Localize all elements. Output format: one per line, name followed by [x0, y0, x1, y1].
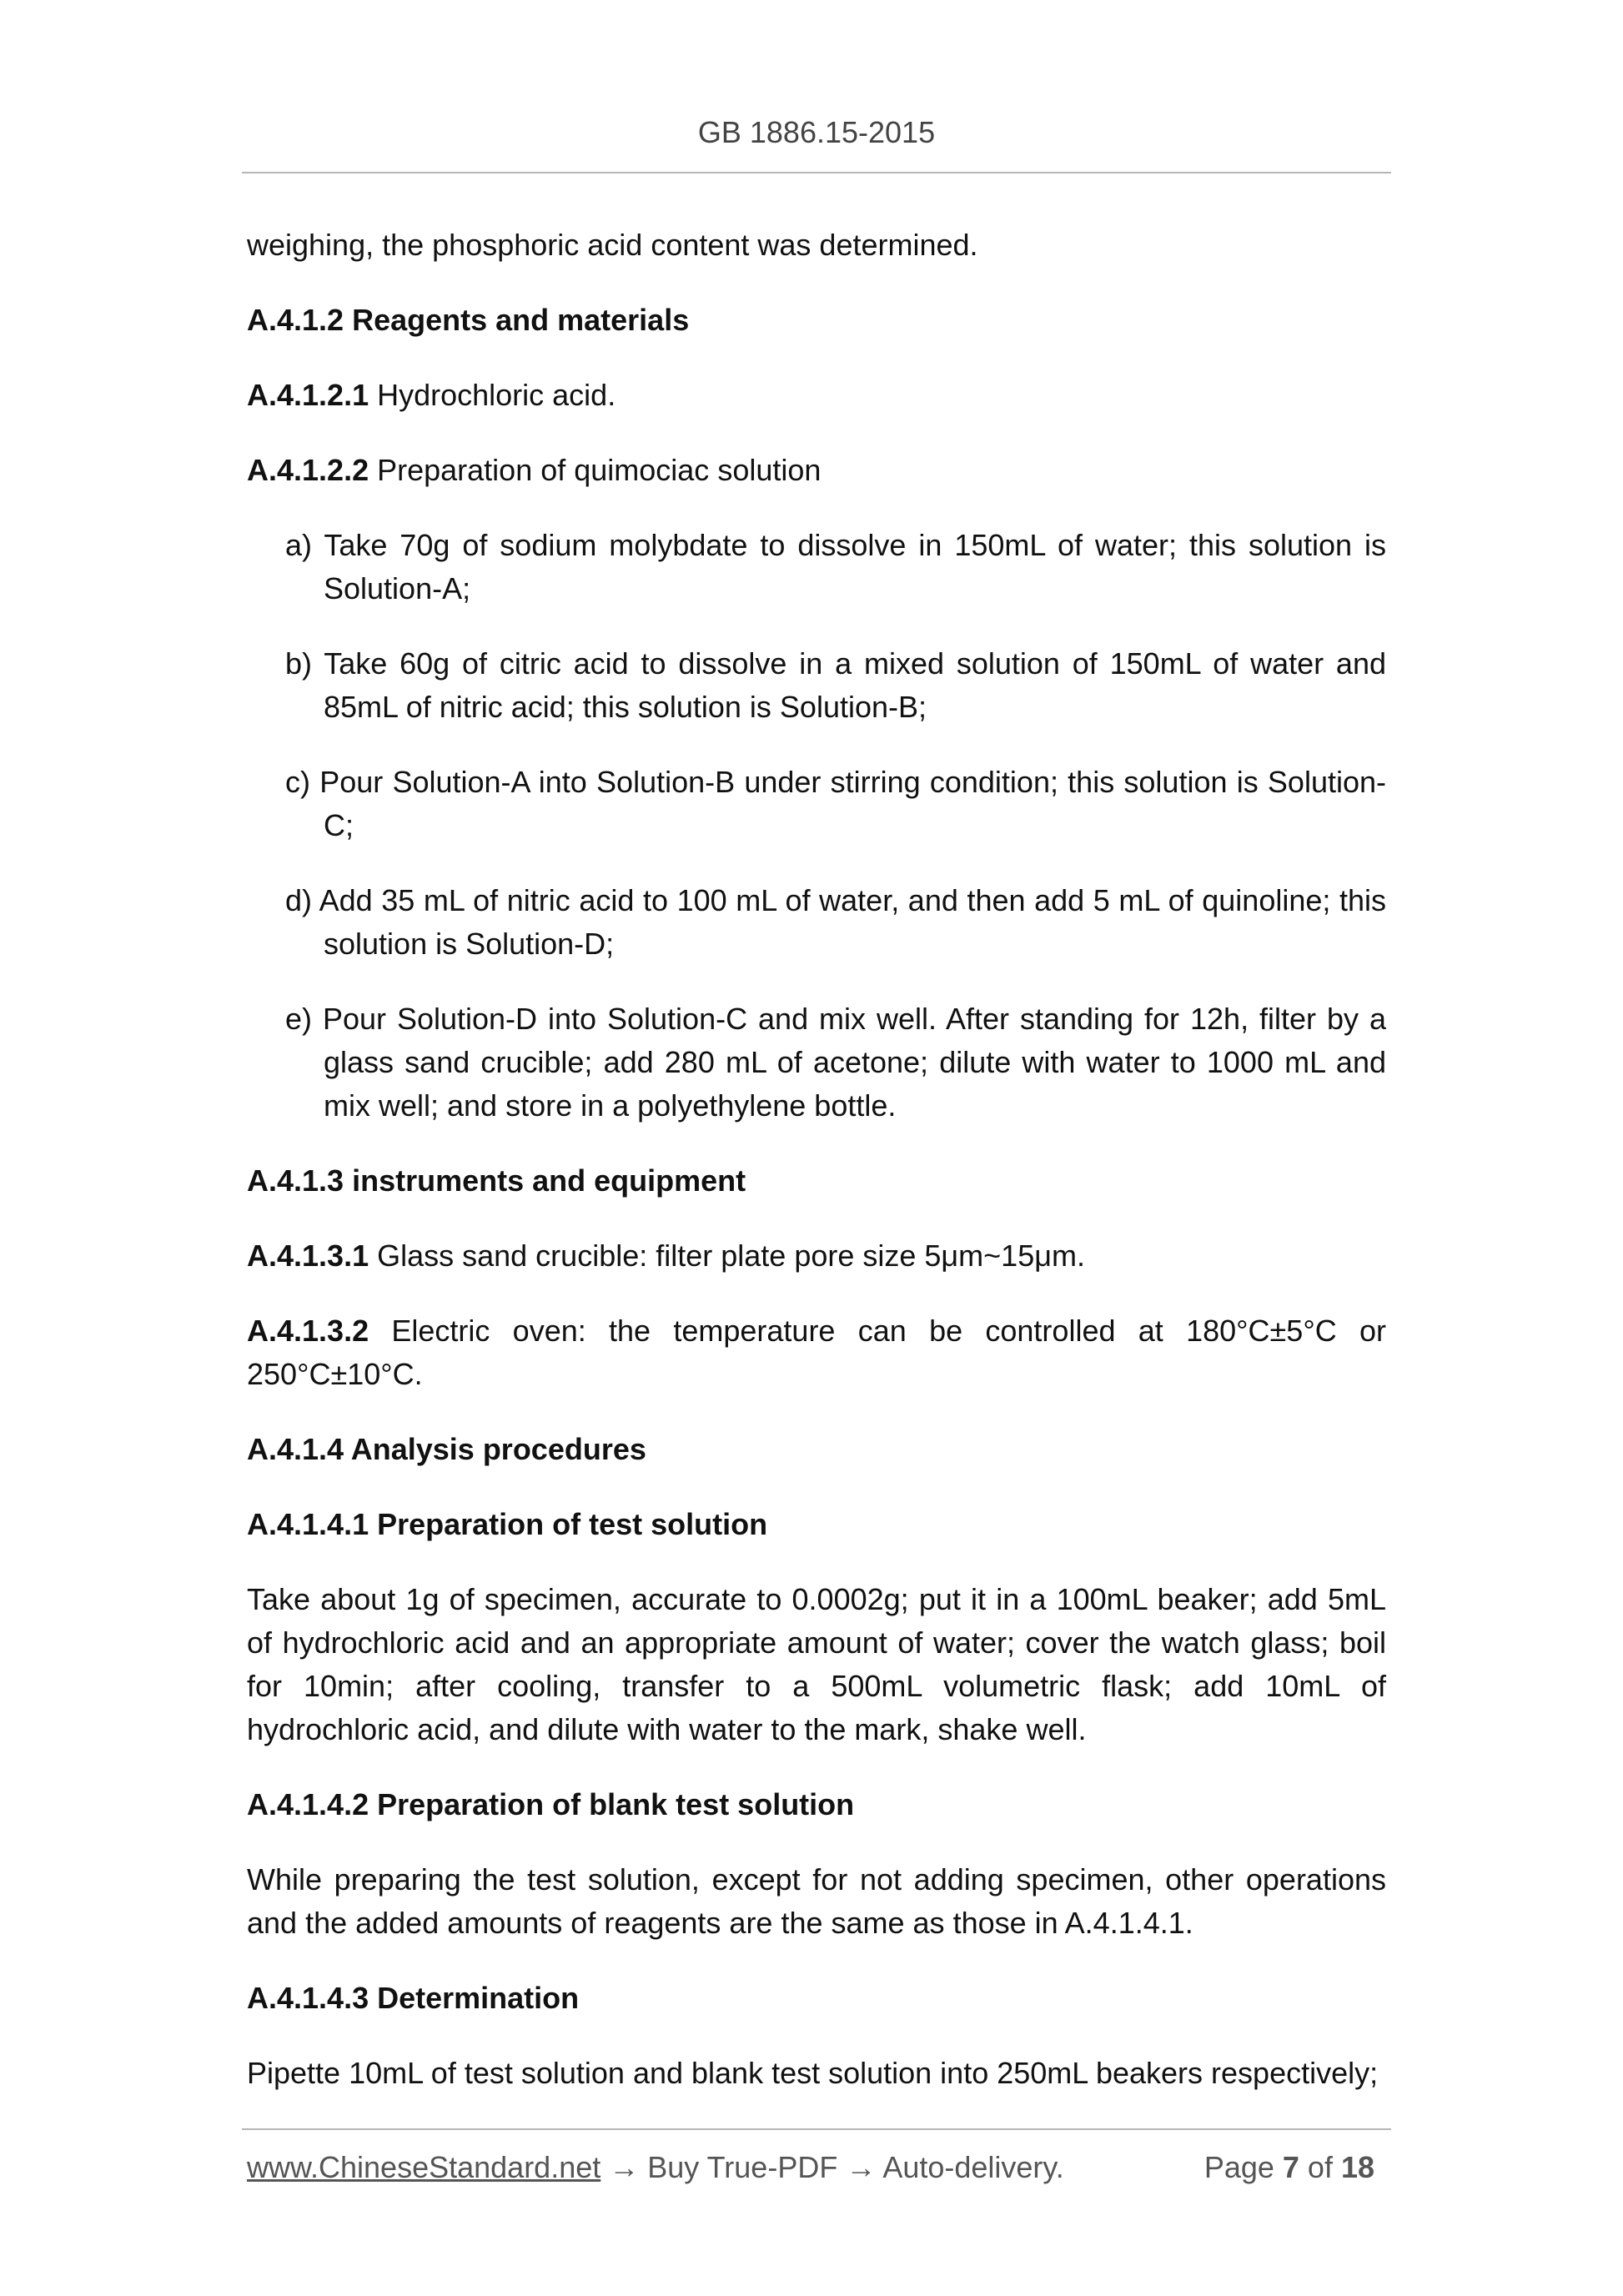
paragraph-test-solution: Take about 1g of specimen, accurate to 0.0002g; put it in a 100mL beaker; add 5mL of hydrochloric acid and an appropriate amount of water; cover the watch glass; boil for 10min; after cooling, transfer to a 500mL volumetric flask; add 10mL of hydrochloric acid, and dilute with water to the mark, shake well. [247, 1582, 1386, 1746]
heading-analysis: A.4.1.4 Analysis procedures [247, 1432, 646, 1466]
heading-blank-solution: A.4.1.4.2 Preparation of blank test solution [247, 1787, 855, 1821]
page-indicator [1204, 2150, 1374, 2185]
list-item-b: b) Take 60g of citric acid to dissolve in a mixed solution of 150mL of water and 85mL of nitric acid; this solution is Solution-B; [285, 646, 1386, 724]
page-total: 18 [1340, 2150, 1374, 2184]
clause-text: Glass sand crucible: filter plate pore size 5μm~15μm. [369, 1238, 1085, 1273]
clause-text: Electric oven: the temperature can be controlled at 180°C±5°C or 250°C±10°C. [247, 1314, 1386, 1391]
paragraph-determination: Pipette 10mL of test solution and blank test solution into 250mL beakers respectively; [247, 2056, 1379, 2090]
clause-number: A.4.1.2.1 [247, 378, 369, 412]
paragraph-intro: weighing, the phosphoric acid content was determined. [247, 228, 978, 262]
footer-divider [242, 2128, 1391, 2130]
page-word: Page [1203, 2150, 1283, 2184]
heading-reagents: A.4.1.2 Reagents and materials [247, 303, 690, 337]
document-body [247, 224, 1386, 2127]
clause-text: Hydrochloric acid. [369, 378, 616, 412]
heading-test-solution: A.4.1.4.1 Preparation of test solution [247, 1507, 768, 1541]
header-divider [242, 172, 1391, 173]
page-of: of [1299, 2150, 1341, 2184]
clause-text: Preparation of quimociac solution [369, 453, 822, 487]
list-item-d: d) Add 35 mL of nitric acid to 100 mL of water, and then add 5 mL of quinoline; this solution is Solution-D; [285, 883, 1386, 961]
paragraph-blank-solution: While preparing the test solution, except for not adding specimen, other operations and the added amounts of reagents are the same as those in A.4.1.4.1. [247, 1862, 1386, 1940]
heading-determination: A.4.1.4.3 Determination [247, 1981, 580, 2015]
clause-quimociac [247, 449, 1386, 492]
clause-number: A.4.1.3.2 [247, 1314, 369, 1348]
clause-hydrochloric-acid [247, 374, 1386, 417]
clause-glass-crucible [247, 1234, 1386, 1278]
list-item-c: c) Pour Solution-A into Solution-B under stirring condition; this solution is Solution-C; [285, 765, 1386, 842]
page-current: 7 [1282, 2150, 1299, 2184]
clause-electric-oven [247, 1309, 1386, 1396]
standard-id: GB 1886.15-2015 [697, 115, 936, 149]
clause-number: A.4.1.2.2 [247, 453, 369, 487]
list-item-a: a) Take 70g of sodium molybdate to dissolve in 150mL of water; this solution is Solution-A; [285, 528, 1386, 605]
website-link[interactable]: www.ChineseStandard.net [247, 2150, 601, 2184]
clause-number: A.4.1.3.1 [247, 1238, 369, 1273]
footer-promo [247, 2150, 1064, 2185]
footer-tagline: → Buy True-PDF → Auto-delivery. [600, 2150, 1064, 2184]
heading-instruments: A.4.1.3 instruments and equipment [247, 1163, 746, 1198]
list-item-e: e) Pour Solution-D into Solution-C and mix well. After standing for 12h, filter by a glass sand crucible; add 280 mL of acetone; dilute with water to 1000 mL and mix well; and store in a polyethylene bottle. [285, 1002, 1386, 1123]
document-header [242, 115, 1391, 150]
